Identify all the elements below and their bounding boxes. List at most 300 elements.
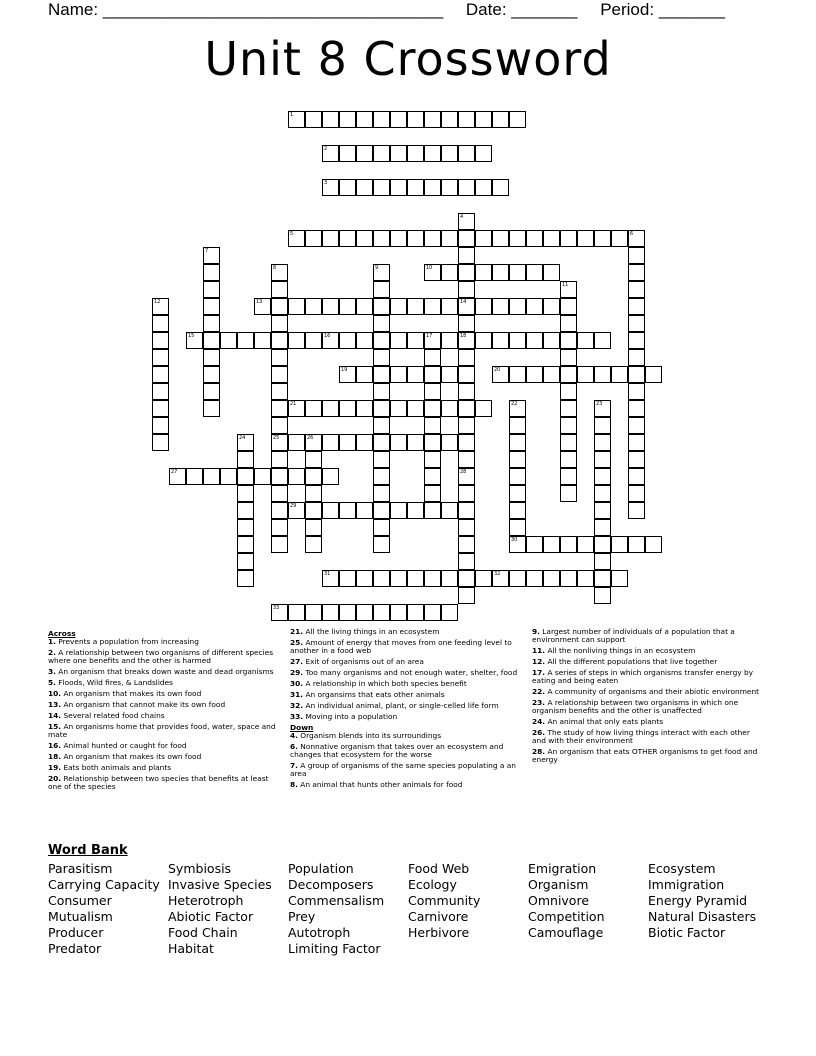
grid-cell[interactable] (288, 468, 305, 485)
grid-cell[interactable] (254, 468, 271, 485)
grid-cell[interactable] (458, 230, 475, 247)
grid-cell[interactable] (560, 434, 577, 451)
grid-cell[interactable] (373, 570, 390, 587)
grid-cell[interactable] (339, 332, 356, 349)
grid-cell[interactable] (458, 179, 475, 196)
grid-cell[interactable] (271, 349, 288, 366)
grid-cell[interactable] (373, 230, 390, 247)
grid-cell[interactable] (441, 179, 458, 196)
grid-cell[interactable] (271, 383, 288, 400)
grid-cell[interactable] (271, 485, 288, 502)
grid-cell[interactable] (390, 604, 407, 621)
grid-cell[interactable] (424, 145, 441, 162)
grid-cell[interactable] (424, 570, 441, 587)
grid-cell[interactable] (356, 145, 373, 162)
grid-cell[interactable] (373, 383, 390, 400)
grid-cell[interactable] (492, 298, 509, 315)
grid-cell[interactable] (390, 400, 407, 417)
grid-cell[interactable] (373, 111, 390, 128)
grid-cell[interactable] (492, 230, 509, 247)
grid-cell[interactable] (594, 400, 611, 417)
grid-cell[interactable] (424, 434, 441, 451)
grid-cell[interactable] (543, 264, 560, 281)
grid-cell[interactable] (560, 451, 577, 468)
grid-cell[interactable] (373, 400, 390, 417)
grid-cell[interactable] (509, 230, 526, 247)
grid-cell[interactable] (628, 383, 645, 400)
grid-cell[interactable] (509, 298, 526, 315)
grid-cell[interactable] (424, 366, 441, 383)
grid-cell[interactable] (152, 417, 169, 434)
grid-cell[interactable] (390, 570, 407, 587)
grid-cell[interactable] (356, 400, 373, 417)
grid-cell[interactable] (356, 434, 373, 451)
grid-cell[interactable] (594, 332, 611, 349)
grid-cell[interactable] (424, 111, 441, 128)
grid-cell[interactable] (305, 332, 322, 349)
grid-cell[interactable] (373, 536, 390, 553)
grid-cell[interactable] (492, 570, 509, 587)
grid-cell[interactable] (509, 417, 526, 434)
grid-cell[interactable] (560, 468, 577, 485)
grid-cell[interactable] (594, 434, 611, 451)
grid-cell[interactable] (237, 468, 254, 485)
grid-cell[interactable] (458, 451, 475, 468)
grid-cell[interactable] (271, 604, 288, 621)
grid-cell[interactable] (560, 230, 577, 247)
grid-cell[interactable] (458, 247, 475, 264)
grid-cell[interactable] (543, 570, 560, 587)
grid-cell[interactable] (441, 332, 458, 349)
grid-cell[interactable] (373, 468, 390, 485)
grid-cell[interactable] (509, 519, 526, 536)
grid-cell[interactable] (339, 434, 356, 451)
grid-cell[interactable] (203, 349, 220, 366)
grid-cell[interactable] (509, 111, 526, 128)
grid-cell[interactable] (628, 281, 645, 298)
grid-cell[interactable] (390, 230, 407, 247)
grid-cell[interactable] (594, 519, 611, 536)
grid-cell[interactable] (458, 553, 475, 570)
grid-cell[interactable] (577, 332, 594, 349)
grid-cell[interactable] (322, 230, 339, 247)
grid-cell[interactable] (458, 298, 475, 315)
grid-cell[interactable] (628, 536, 645, 553)
grid-cell[interactable] (390, 434, 407, 451)
grid-cell[interactable] (458, 383, 475, 400)
grid-cell[interactable] (543, 230, 560, 247)
grid-cell[interactable] (203, 247, 220, 264)
grid-cell[interactable] (356, 179, 373, 196)
grid-cell[interactable] (288, 400, 305, 417)
grid-cell[interactable] (458, 281, 475, 298)
grid-cell[interactable] (288, 230, 305, 247)
grid-cell[interactable] (441, 502, 458, 519)
grid-cell[interactable] (339, 179, 356, 196)
grid-cell[interactable] (305, 111, 322, 128)
grid-cell[interactable] (407, 570, 424, 587)
grid-cell[interactable] (271, 519, 288, 536)
grid-cell[interactable] (407, 145, 424, 162)
grid-cell[interactable] (492, 332, 509, 349)
grid-cell[interactable] (356, 230, 373, 247)
grid-cell[interactable] (407, 230, 424, 247)
grid-cell[interactable] (390, 179, 407, 196)
grid-cell[interactable] (373, 451, 390, 468)
grid-cell[interactable] (203, 298, 220, 315)
grid-cell[interactable] (203, 332, 220, 349)
grid-cell[interactable] (288, 604, 305, 621)
grid-cell[interactable] (509, 468, 526, 485)
grid-cell[interactable] (407, 332, 424, 349)
grid-cell[interactable] (271, 400, 288, 417)
grid-cell[interactable] (169, 468, 186, 485)
grid-cell[interactable] (237, 570, 254, 587)
grid-cell[interactable] (305, 604, 322, 621)
grid-cell[interactable] (203, 468, 220, 485)
grid-cell[interactable] (424, 298, 441, 315)
grid-cell[interactable] (407, 434, 424, 451)
grid-cell[interactable] (152, 366, 169, 383)
grid-cell[interactable] (254, 332, 271, 349)
grid-cell[interactable] (628, 315, 645, 332)
grid-cell[interactable] (339, 400, 356, 417)
grid-cell[interactable] (152, 400, 169, 417)
grid-cell[interactable] (628, 332, 645, 349)
grid-cell[interactable] (322, 502, 339, 519)
grid-cell[interactable] (424, 485, 441, 502)
grid-cell[interactable] (475, 145, 492, 162)
grid-cell[interactable] (322, 179, 339, 196)
grid-cell[interactable] (288, 332, 305, 349)
grid-cell[interactable] (390, 111, 407, 128)
grid-cell[interactable] (322, 604, 339, 621)
grid-cell[interactable] (271, 417, 288, 434)
grid-cell[interactable] (492, 264, 509, 281)
grid-cell[interactable] (458, 536, 475, 553)
grid-cell[interactable] (271, 315, 288, 332)
grid-cell[interactable] (407, 179, 424, 196)
grid-cell[interactable] (220, 332, 237, 349)
grid-cell[interactable] (322, 298, 339, 315)
grid-cell[interactable] (390, 145, 407, 162)
grid-cell[interactable] (322, 332, 339, 349)
grid-cell[interactable] (339, 366, 356, 383)
grid-cell[interactable] (509, 485, 526, 502)
grid-cell[interactable] (543, 332, 560, 349)
grid-cell[interactable] (203, 366, 220, 383)
grid-cell[interactable] (186, 468, 203, 485)
grid-cell[interactable] (390, 332, 407, 349)
grid-cell[interactable] (441, 145, 458, 162)
grid-cell[interactable] (628, 247, 645, 264)
grid-cell[interactable] (237, 502, 254, 519)
grid-cell[interactable] (577, 570, 594, 587)
grid-cell[interactable] (407, 400, 424, 417)
grid-cell[interactable] (560, 485, 577, 502)
grid-cell[interactable] (305, 468, 322, 485)
grid-cell[interactable] (458, 519, 475, 536)
grid-cell[interactable] (475, 400, 492, 417)
grid-cell[interactable] (645, 366, 662, 383)
grid-cell[interactable] (373, 417, 390, 434)
grid-cell[interactable] (373, 281, 390, 298)
grid-cell[interactable] (152, 315, 169, 332)
grid-cell[interactable] (424, 179, 441, 196)
grid-cell[interactable] (458, 502, 475, 519)
grid-cell[interactable] (560, 349, 577, 366)
grid-cell[interactable] (407, 502, 424, 519)
grid-cell[interactable] (594, 451, 611, 468)
grid-cell[interactable] (628, 434, 645, 451)
grid-cell[interactable] (407, 604, 424, 621)
grid-cell[interactable] (322, 111, 339, 128)
grid-cell[interactable] (407, 298, 424, 315)
grid-cell[interactable] (305, 536, 322, 553)
grid-cell[interactable] (560, 570, 577, 587)
grid-cell[interactable] (611, 366, 628, 383)
grid-cell[interactable] (356, 366, 373, 383)
grid-cell[interactable] (594, 366, 611, 383)
grid-cell[interactable] (424, 349, 441, 366)
grid-cell[interactable] (339, 111, 356, 128)
grid-cell[interactable] (628, 349, 645, 366)
grid-cell[interactable] (356, 604, 373, 621)
grid-cell[interactable] (628, 400, 645, 417)
grid-cell[interactable] (237, 519, 254, 536)
grid-cell[interactable] (152, 383, 169, 400)
grid-cell[interactable] (356, 111, 373, 128)
grid-cell[interactable] (577, 536, 594, 553)
grid-cell[interactable] (577, 366, 594, 383)
grid-cell[interactable] (594, 587, 611, 604)
grid-cell[interactable] (475, 570, 492, 587)
grid-cell[interactable] (628, 502, 645, 519)
grid-cell[interactable] (441, 570, 458, 587)
grid-cell[interactable] (373, 485, 390, 502)
grid-cell[interactable] (458, 417, 475, 434)
grid-cell[interactable] (526, 230, 543, 247)
grid-cell[interactable] (577, 230, 594, 247)
grid-cell[interactable] (441, 434, 458, 451)
grid-cell[interactable] (628, 485, 645, 502)
grid-cell[interactable] (356, 298, 373, 315)
grid-cell[interactable] (441, 230, 458, 247)
grid-cell[interactable] (560, 332, 577, 349)
grid-cell[interactable] (322, 434, 339, 451)
grid-cell[interactable] (611, 570, 628, 587)
grid-cell[interactable] (458, 145, 475, 162)
grid-cell[interactable] (628, 366, 645, 383)
grid-cell[interactable] (288, 434, 305, 451)
grid-cell[interactable] (305, 230, 322, 247)
grid-cell[interactable] (305, 502, 322, 519)
grid-cell[interactable] (305, 519, 322, 536)
grid-cell[interactable] (373, 145, 390, 162)
grid-cell[interactable] (475, 230, 492, 247)
grid-cell[interactable] (594, 468, 611, 485)
grid-cell[interactable] (526, 366, 543, 383)
grid-cell[interactable] (373, 315, 390, 332)
grid-cell[interactable] (645, 536, 662, 553)
grid-cell[interactable] (594, 536, 611, 553)
grid-cell[interactable] (492, 111, 509, 128)
grid-cell[interactable] (475, 179, 492, 196)
grid-cell[interactable] (628, 417, 645, 434)
grid-cell[interactable] (152, 349, 169, 366)
grid-cell[interactable] (526, 264, 543, 281)
grid-cell[interactable] (186, 332, 203, 349)
grid-cell[interactable] (458, 111, 475, 128)
grid-cell[interactable] (407, 366, 424, 383)
grid-cell[interactable] (356, 570, 373, 587)
grid-cell[interactable] (424, 400, 441, 417)
grid-cell[interactable] (271, 451, 288, 468)
grid-cell[interactable] (424, 604, 441, 621)
grid-cell[interactable] (237, 553, 254, 570)
grid-cell[interactable] (339, 298, 356, 315)
grid-cell[interactable] (288, 502, 305, 519)
grid-cell[interactable] (271, 434, 288, 451)
grid-cell[interactable] (220, 468, 237, 485)
grid-cell[interactable] (339, 570, 356, 587)
grid-cell[interactable] (560, 315, 577, 332)
grid-cell[interactable] (271, 281, 288, 298)
grid-cell[interactable] (339, 604, 356, 621)
grid-cell[interactable] (628, 298, 645, 315)
grid-cell[interactable] (305, 485, 322, 502)
grid-cell[interactable] (152, 298, 169, 315)
grid-cell[interactable] (509, 434, 526, 451)
grid-cell[interactable] (509, 536, 526, 553)
grid-cell[interactable] (458, 400, 475, 417)
grid-cell[interactable] (203, 315, 220, 332)
grid-cell[interactable] (628, 264, 645, 281)
grid-cell[interactable] (458, 570, 475, 587)
grid-cell[interactable] (203, 281, 220, 298)
grid-cell[interactable] (152, 332, 169, 349)
grid-cell[interactable] (475, 332, 492, 349)
grid-cell[interactable] (237, 332, 254, 349)
grid-cell[interactable] (424, 417, 441, 434)
grid-cell[interactable] (339, 230, 356, 247)
grid-cell[interactable] (475, 264, 492, 281)
grid-cell[interactable] (441, 264, 458, 281)
grid-cell[interactable] (271, 298, 288, 315)
grid-cell[interactable] (373, 179, 390, 196)
grid-cell[interactable] (611, 536, 628, 553)
grid-cell[interactable] (373, 298, 390, 315)
grid-cell[interactable] (594, 570, 611, 587)
grid-cell[interactable] (305, 451, 322, 468)
grid-cell[interactable] (373, 434, 390, 451)
grid-cell[interactable] (594, 502, 611, 519)
grid-cell[interactable] (458, 315, 475, 332)
grid-cell[interactable] (509, 502, 526, 519)
grid-cell[interactable] (203, 400, 220, 417)
grid-cell[interactable] (458, 332, 475, 349)
grid-cell[interactable] (322, 400, 339, 417)
grid-cell[interactable] (458, 587, 475, 604)
grid-cell[interactable] (203, 264, 220, 281)
grid-cell[interactable] (441, 604, 458, 621)
grid-cell[interactable] (322, 145, 339, 162)
grid-cell[interactable] (543, 536, 560, 553)
grid-cell[interactable] (322, 468, 339, 485)
grid-cell[interactable] (611, 230, 628, 247)
grid-cell[interactable] (441, 366, 458, 383)
grid-cell[interactable] (458, 434, 475, 451)
grid-cell[interactable] (628, 230, 645, 247)
grid-cell[interactable] (594, 230, 611, 247)
grid-cell[interactable] (560, 298, 577, 315)
grid-cell[interactable] (560, 417, 577, 434)
grid-cell[interactable] (560, 400, 577, 417)
grid-cell[interactable] (237, 434, 254, 451)
grid-cell[interactable] (509, 451, 526, 468)
grid-cell[interactable] (458, 264, 475, 281)
grid-cell[interactable] (322, 570, 339, 587)
grid-cell[interactable] (560, 383, 577, 400)
grid-cell[interactable] (441, 111, 458, 128)
grid-cell[interactable] (271, 468, 288, 485)
grid-cell[interactable] (594, 417, 611, 434)
grid-cell[interactable] (458, 468, 475, 485)
grid-cell[interactable] (594, 485, 611, 502)
grid-cell[interactable] (373, 502, 390, 519)
grid-cell[interactable] (492, 366, 509, 383)
grid-cell[interactable] (458, 349, 475, 366)
grid-cell[interactable] (424, 383, 441, 400)
grid-cell[interactable] (271, 264, 288, 281)
grid-cell[interactable] (407, 111, 424, 128)
grid-cell[interactable] (305, 298, 322, 315)
grid-cell[interactable] (628, 468, 645, 485)
grid-cell[interactable] (458, 485, 475, 502)
grid-cell[interactable] (628, 451, 645, 468)
grid-cell[interactable] (339, 145, 356, 162)
grid-cell[interactable] (441, 400, 458, 417)
grid-cell[interactable] (271, 502, 288, 519)
grid-cell[interactable] (373, 332, 390, 349)
grid-cell[interactable] (237, 536, 254, 553)
grid-cell[interactable] (305, 400, 322, 417)
grid-cell[interactable] (390, 298, 407, 315)
grid-cell[interactable] (543, 298, 560, 315)
grid-cell[interactable] (356, 332, 373, 349)
grid-cell[interactable] (560, 366, 577, 383)
grid-cell[interactable] (271, 366, 288, 383)
grid-cell[interactable] (390, 502, 407, 519)
grid-cell[interactable] (254, 298, 271, 315)
grid-cell[interactable] (526, 536, 543, 553)
grid-cell[interactable] (509, 366, 526, 383)
grid-cell[interactable] (237, 451, 254, 468)
grid-cell[interactable] (152, 434, 169, 451)
grid-cell[interactable] (203, 383, 220, 400)
grid-cell[interactable] (271, 536, 288, 553)
grid-cell[interactable] (373, 604, 390, 621)
grid-cell[interactable] (543, 366, 560, 383)
grid-cell[interactable] (509, 400, 526, 417)
grid-cell[interactable] (475, 111, 492, 128)
grid-cell[interactable] (526, 298, 543, 315)
grid-cell[interactable] (288, 111, 305, 128)
grid-cell[interactable] (526, 332, 543, 349)
grid-cell[interactable] (509, 264, 526, 281)
grid-cell[interactable] (594, 553, 611, 570)
grid-cell[interactable] (424, 468, 441, 485)
